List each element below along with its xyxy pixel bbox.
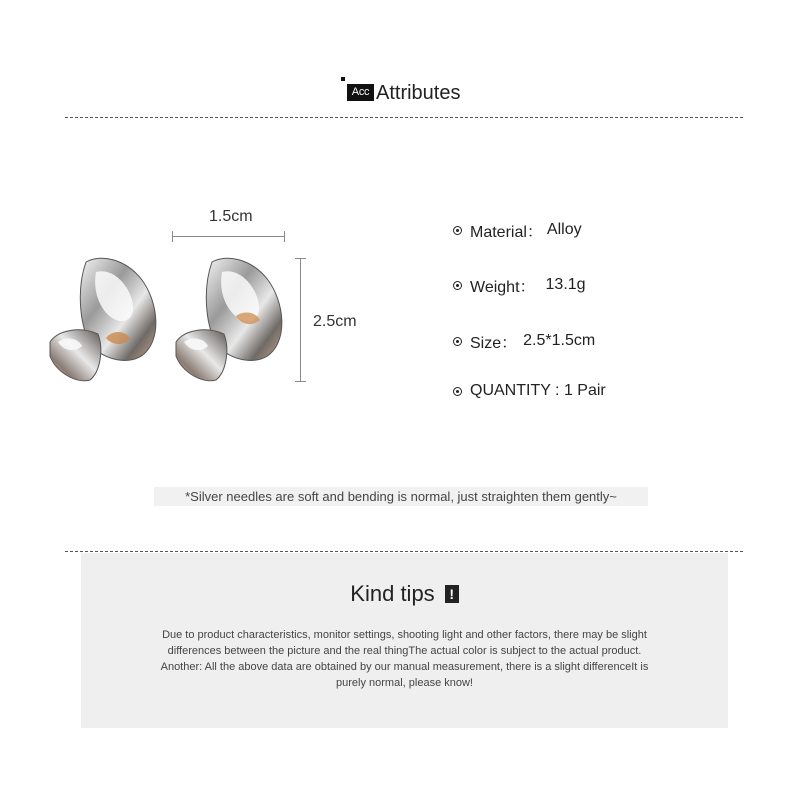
bullet-icon xyxy=(453,226,462,235)
spec-value: 2.5*1.5cm xyxy=(523,332,596,349)
tips-line: differences between the picture and the real thingThe actual color is subject to the actual product. xyxy=(167,645,642,657)
bullet-icon xyxy=(453,281,462,290)
width-dimension-tick-left xyxy=(172,231,173,242)
tips-line: Another: All the above data are obtained by our manual measurement, there is a slight differenceIt is xyxy=(160,661,649,673)
spec-label: Size： xyxy=(470,334,518,352)
kind-tips-panel xyxy=(81,553,728,728)
height-label: 2.5cm xyxy=(313,313,357,330)
spec-value: 13.1g xyxy=(545,276,586,293)
exclamation-icon: ! xyxy=(445,585,459,603)
top-divider xyxy=(65,117,743,118)
spec-row-weight xyxy=(453,273,586,297)
spec-label: Weight： xyxy=(470,278,536,296)
earring-pair-icon xyxy=(40,250,290,390)
spec-value: Alloy xyxy=(546,221,582,238)
bottom-divider xyxy=(65,551,743,552)
height-dimension-tick-top xyxy=(295,258,306,259)
earring-left xyxy=(50,258,156,381)
spec-row-quantity xyxy=(453,379,606,403)
page-title: Attributes xyxy=(376,82,461,104)
tips-line: purely normal, please know! xyxy=(336,677,473,689)
tips-text xyxy=(121,627,688,691)
width-dimension-tick-right xyxy=(284,231,285,242)
care-note: *Silver needles are soft and bending is normal, just straighten them gently~ xyxy=(154,487,648,506)
badge-dot xyxy=(341,77,345,81)
tips-heading xyxy=(81,580,728,607)
tips-title: Kind tips xyxy=(350,581,435,607)
width-dimension-line xyxy=(172,236,285,237)
bullet-icon xyxy=(453,337,462,346)
spec-row-size xyxy=(453,329,595,353)
spec-row-material xyxy=(453,218,582,242)
bullet-icon xyxy=(453,387,462,396)
spec-label: Material： xyxy=(470,223,543,241)
spec-value: 1 Pair xyxy=(563,382,606,399)
width-label: 1.5cm xyxy=(209,208,253,225)
acc-badge: Acc xyxy=(347,84,374,101)
height-dimension-line xyxy=(300,258,301,382)
earring-right xyxy=(176,258,282,381)
height-dimension-tick-bottom xyxy=(295,381,306,382)
spec-label: QUANTITY : xyxy=(470,382,564,399)
tips-line: Due to product characteristics, monitor settings, shooting light and other factors, there may be slight xyxy=(162,629,647,641)
